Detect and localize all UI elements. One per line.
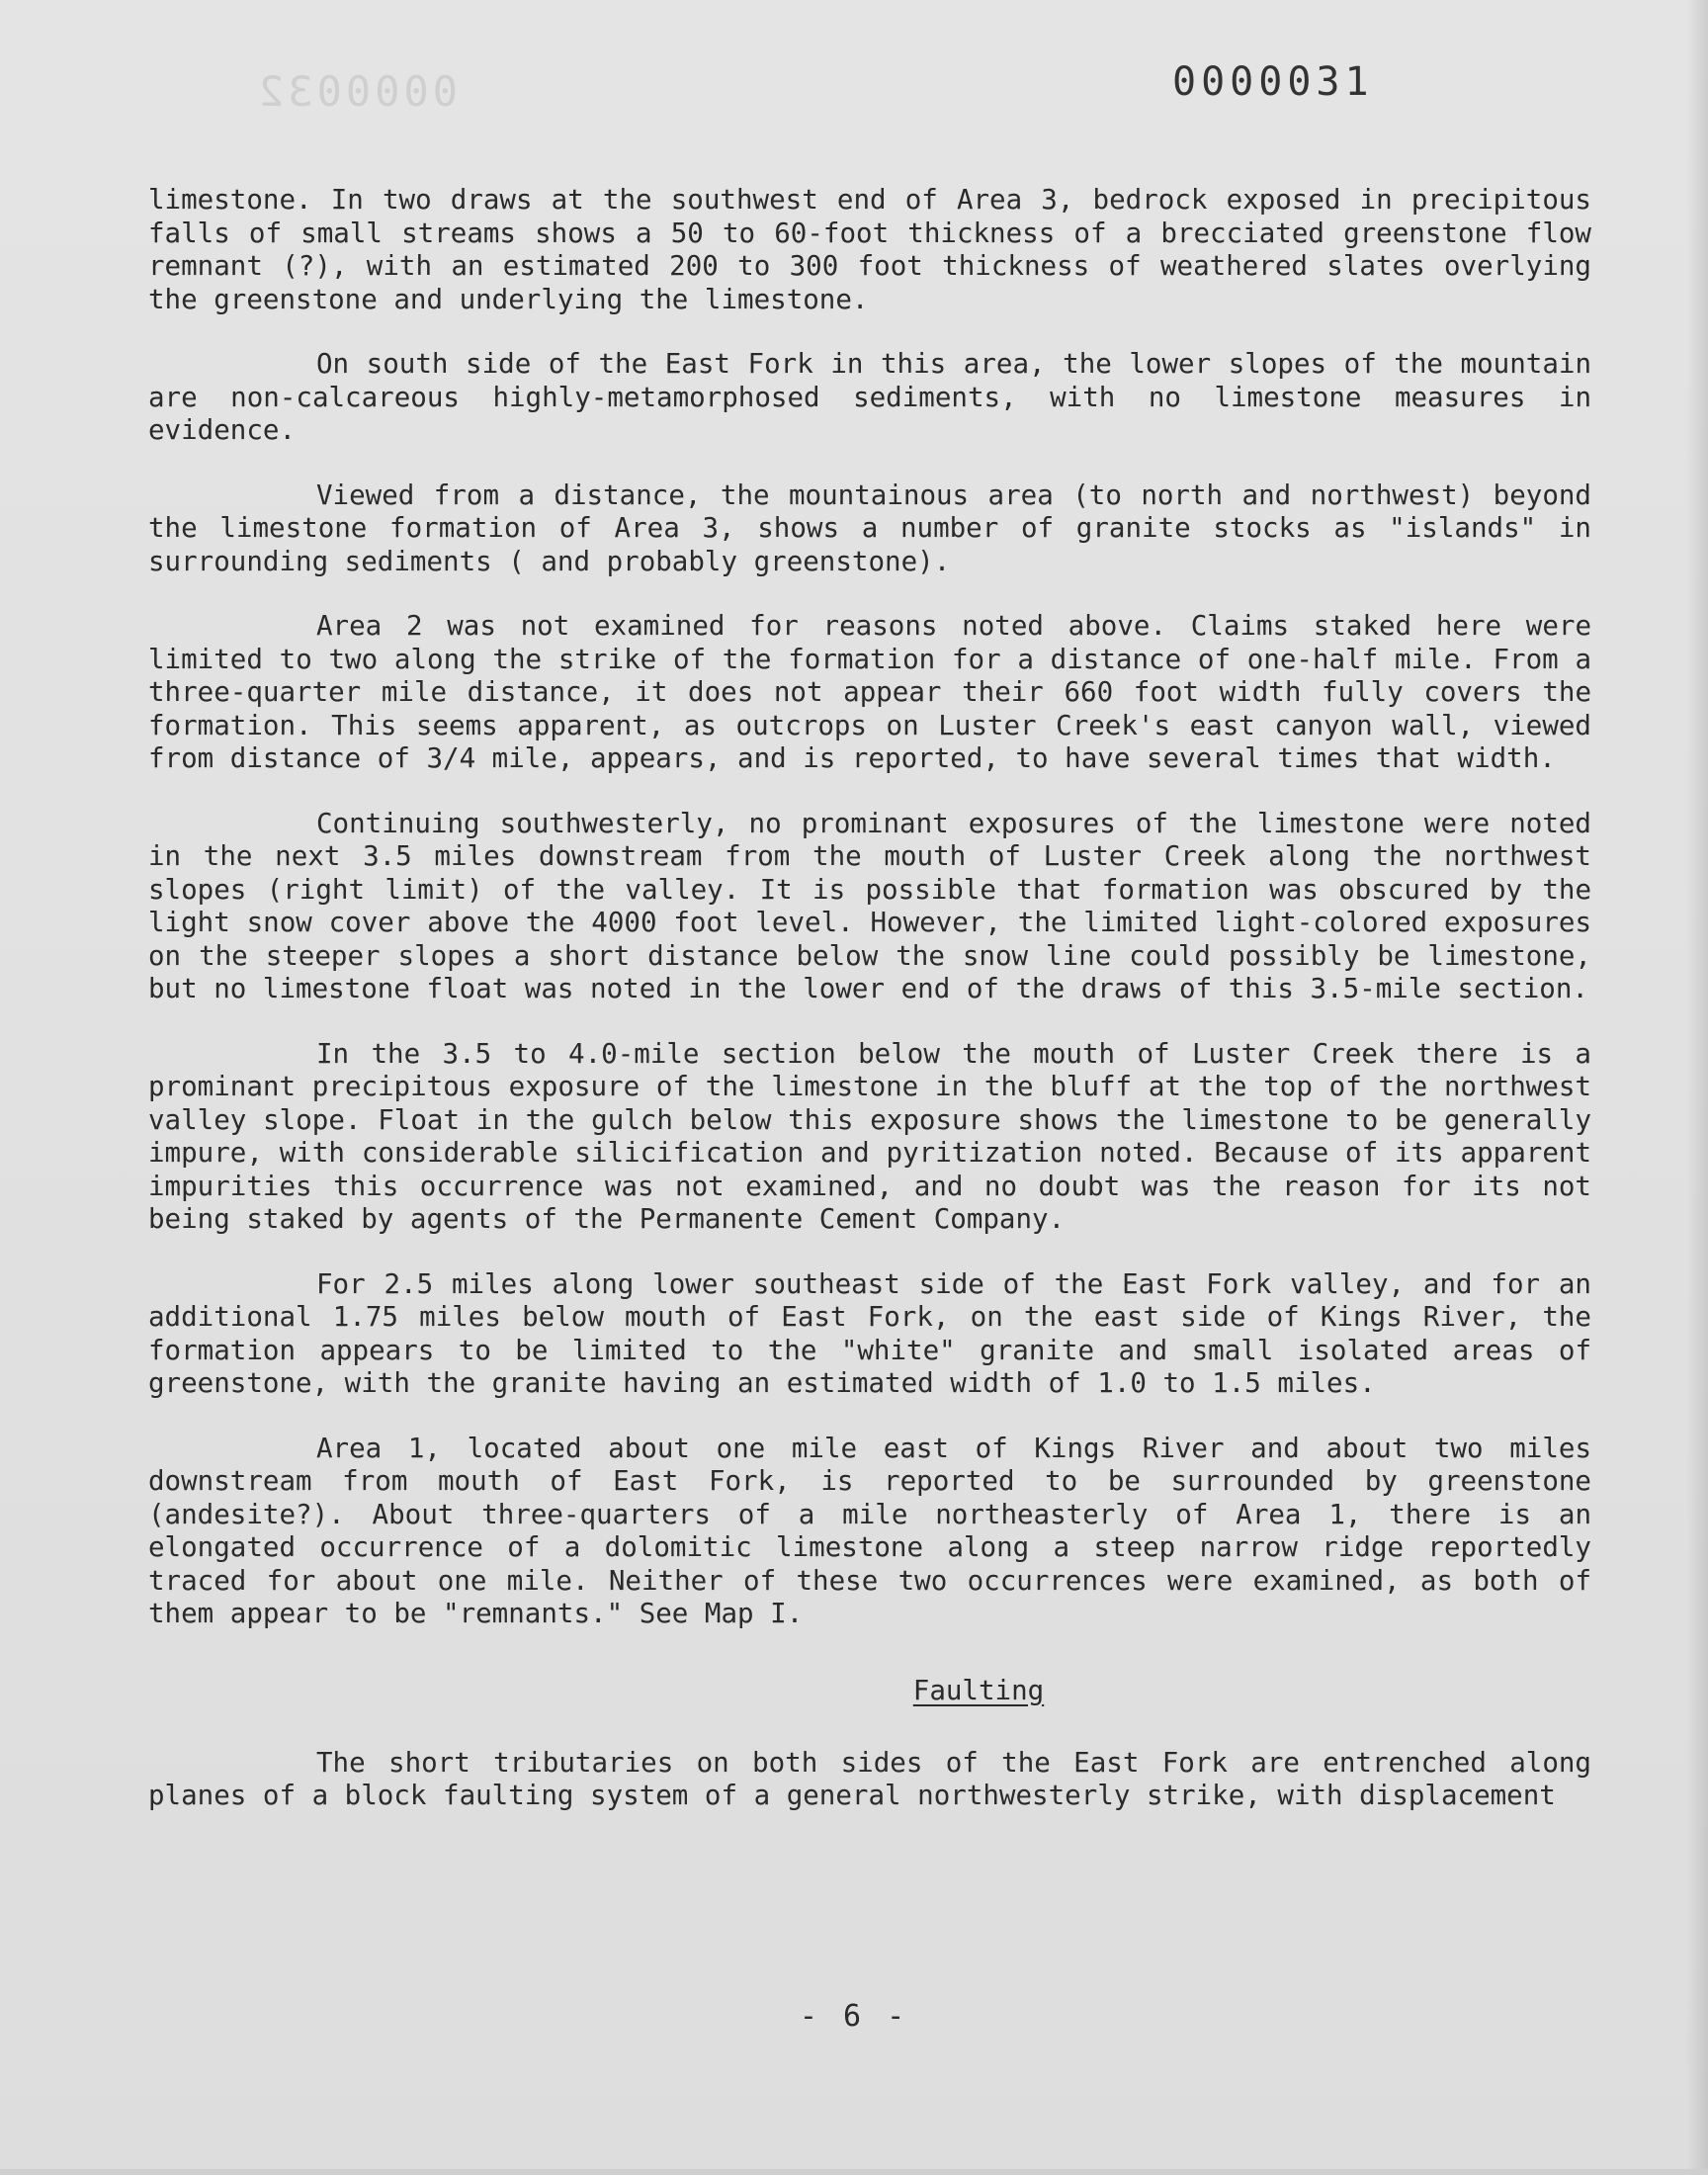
page-number: - 6 -: [799, 1999, 909, 2034]
page-bottom-edge: [0, 2169, 1708, 2175]
paragraph-2: On south side of the East Fork in this area, the lower slopes of the mountain are non-calcareous highly-metamorphosed sediments, with no limestone measures in evidence.: [148, 348, 1591, 446]
paragraph-7: For 2.5 miles along lower southeast side of the East Fork valley, and for an additional 1.75 miles below mouth of East Fork, on the east side of Kings River, the formation appears to be limited to the "white" granite and small isolated areas of greenstone, with the granite having an estimated width of 1.0 to 1.5 miles.: [148, 1267, 1591, 1399]
paragraph-6: In the 3.5 to 4.0-mile section below the mouth of Luster Creek there is a prominant precipitous exposure of the limestone in the bluff at the top of the northwest valley slope. Float in the gulch below this exposure shows the limestone to be generally impure, with considerable silicification and pyritization noted. Because of its apparent impurities this occurrence was not examined, and no doubt was the reason for its not being staked by agents of the Permanente Cement Company.: [148, 1037, 1591, 1235]
paragraph-4: Area 2 was not examined for reasons noted above. Claims staked here were limited to two along the strike of the formation for a distance of one-half mile. From a three-quarter mile distance, it does not appear their 660 foot width fully covers the formation. This seems apparent, as outcrops on Luster Creek's east canyon wall, viewed from distance of 3/4 mile, appears, and is reported, to have several times that width.: [148, 610, 1591, 774]
paragraph-8: Area 1, located about one mile east of Kings River and about two miles downstream from mouth of East Fork, is reported to be surrounded by greenstone (andesite?). About three-quarters of a mile northeasterly of Area 1, there is an elongated occurrence of a dolomitic limestone along a steep narrow ridge reportedly traced for about one mile. Neither of these two occurrences were examined, as both of them appear to be "remnants." See Map I.: [148, 1432, 1591, 1629]
paragraph-5: Continuing southwesterly, no prominant exposures of the limestone were noted in the next 3.5 miles downstream from the mouth of Luster Creek along the northwest slopes (right limit) of the valley. It is possible that formation was obscured by the light snow cover above the 4000 foot level. However, the limited light-colored exposures on the steeper slopes a short distance below the snow line could possibly be limestone, but no limestone float was noted in the lower end of the draws of this 3.5-mile section.: [148, 807, 1591, 1004]
section-heading-faulting: Faulting: [912, 1674, 1045, 1706]
bleed-through-number: 0000032: [255, 67, 459, 116]
body-text: [148, 184, 1591, 1845]
document-number: 0000031: [1172, 59, 1374, 105]
page-edge-shadow: [1686, 0, 1708, 2175]
paragraph-3: Viewed from a distance, the mountainous area (to north and northwest) beyond the limestone formation of Area 3, shows a number of granite stocks as "islands" in surrounding sediments ( and probably greenstone).: [148, 478, 1591, 577]
paragraph-1: limestone. In two draws at the southwest end of Area 3, bedrock exposed in precipitous falls of small streams shows a 50 to 60-foot thickness of a brecciated greenstone flow remnant (?), with an estimated 200 to 300 foot thickness of weathered slates overlying the greenstone and underlying the limestone.: [148, 184, 1591, 315]
faulting-paragraph: The short tributaries on both sides of the East Fork are entrenched along planes of a block faulting system of a general northwesterly strike, with displacement: [148, 1746, 1591, 1811]
